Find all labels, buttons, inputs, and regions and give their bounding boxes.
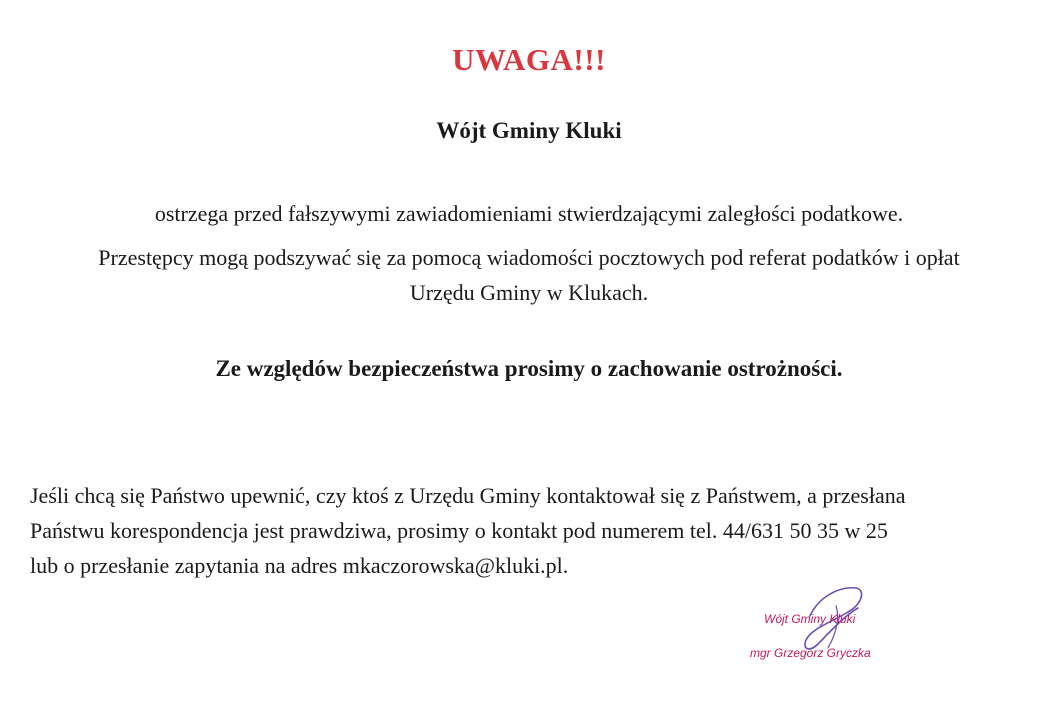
contact-line: lub o przesłanie zapytania na adres mkaczorowska@kluki.pl. xyxy=(30,553,569,578)
warning-paragraph: ostrzega przed fałszywymi zawiadomieniami stwierdzającymi zaległości podatkowe. xyxy=(154,201,904,226)
safety-notice: Ze względów bezpieczeństwa prosimy o zachowanie ostrożności. xyxy=(215,356,843,381)
contact-paragraph xyxy=(30,478,1020,583)
fraud-paragraph-line: Urzędu Gminy w Klukach. xyxy=(409,280,649,305)
warning-title: UWAGA!!! xyxy=(452,42,606,77)
signature-block xyxy=(740,578,920,668)
contact-line: Jeśli chcą się Państwo upewnić, czy ktoś z Urzędu Gminy kontaktował się z Państwem, a przesłana xyxy=(30,483,906,508)
fraud-paragraph xyxy=(20,240,1038,310)
document-heading: Wójt Gminy Kluki xyxy=(436,118,622,143)
stamp-title: Wójt Gminy Kluki xyxy=(764,612,856,626)
contact-line: Państwu korespondencja jest prawdziwa, prosimy o kontakt pod numerem tel. 44/631 50 35 w 25 xyxy=(30,518,888,543)
stamp-name: mgr Grzegorz Gryczka xyxy=(750,646,871,660)
fraud-paragraph-line: Przestępcy mogą podszywać się za pomocą wiadomości pocztowych pod referat podatków i opłat xyxy=(98,245,960,270)
